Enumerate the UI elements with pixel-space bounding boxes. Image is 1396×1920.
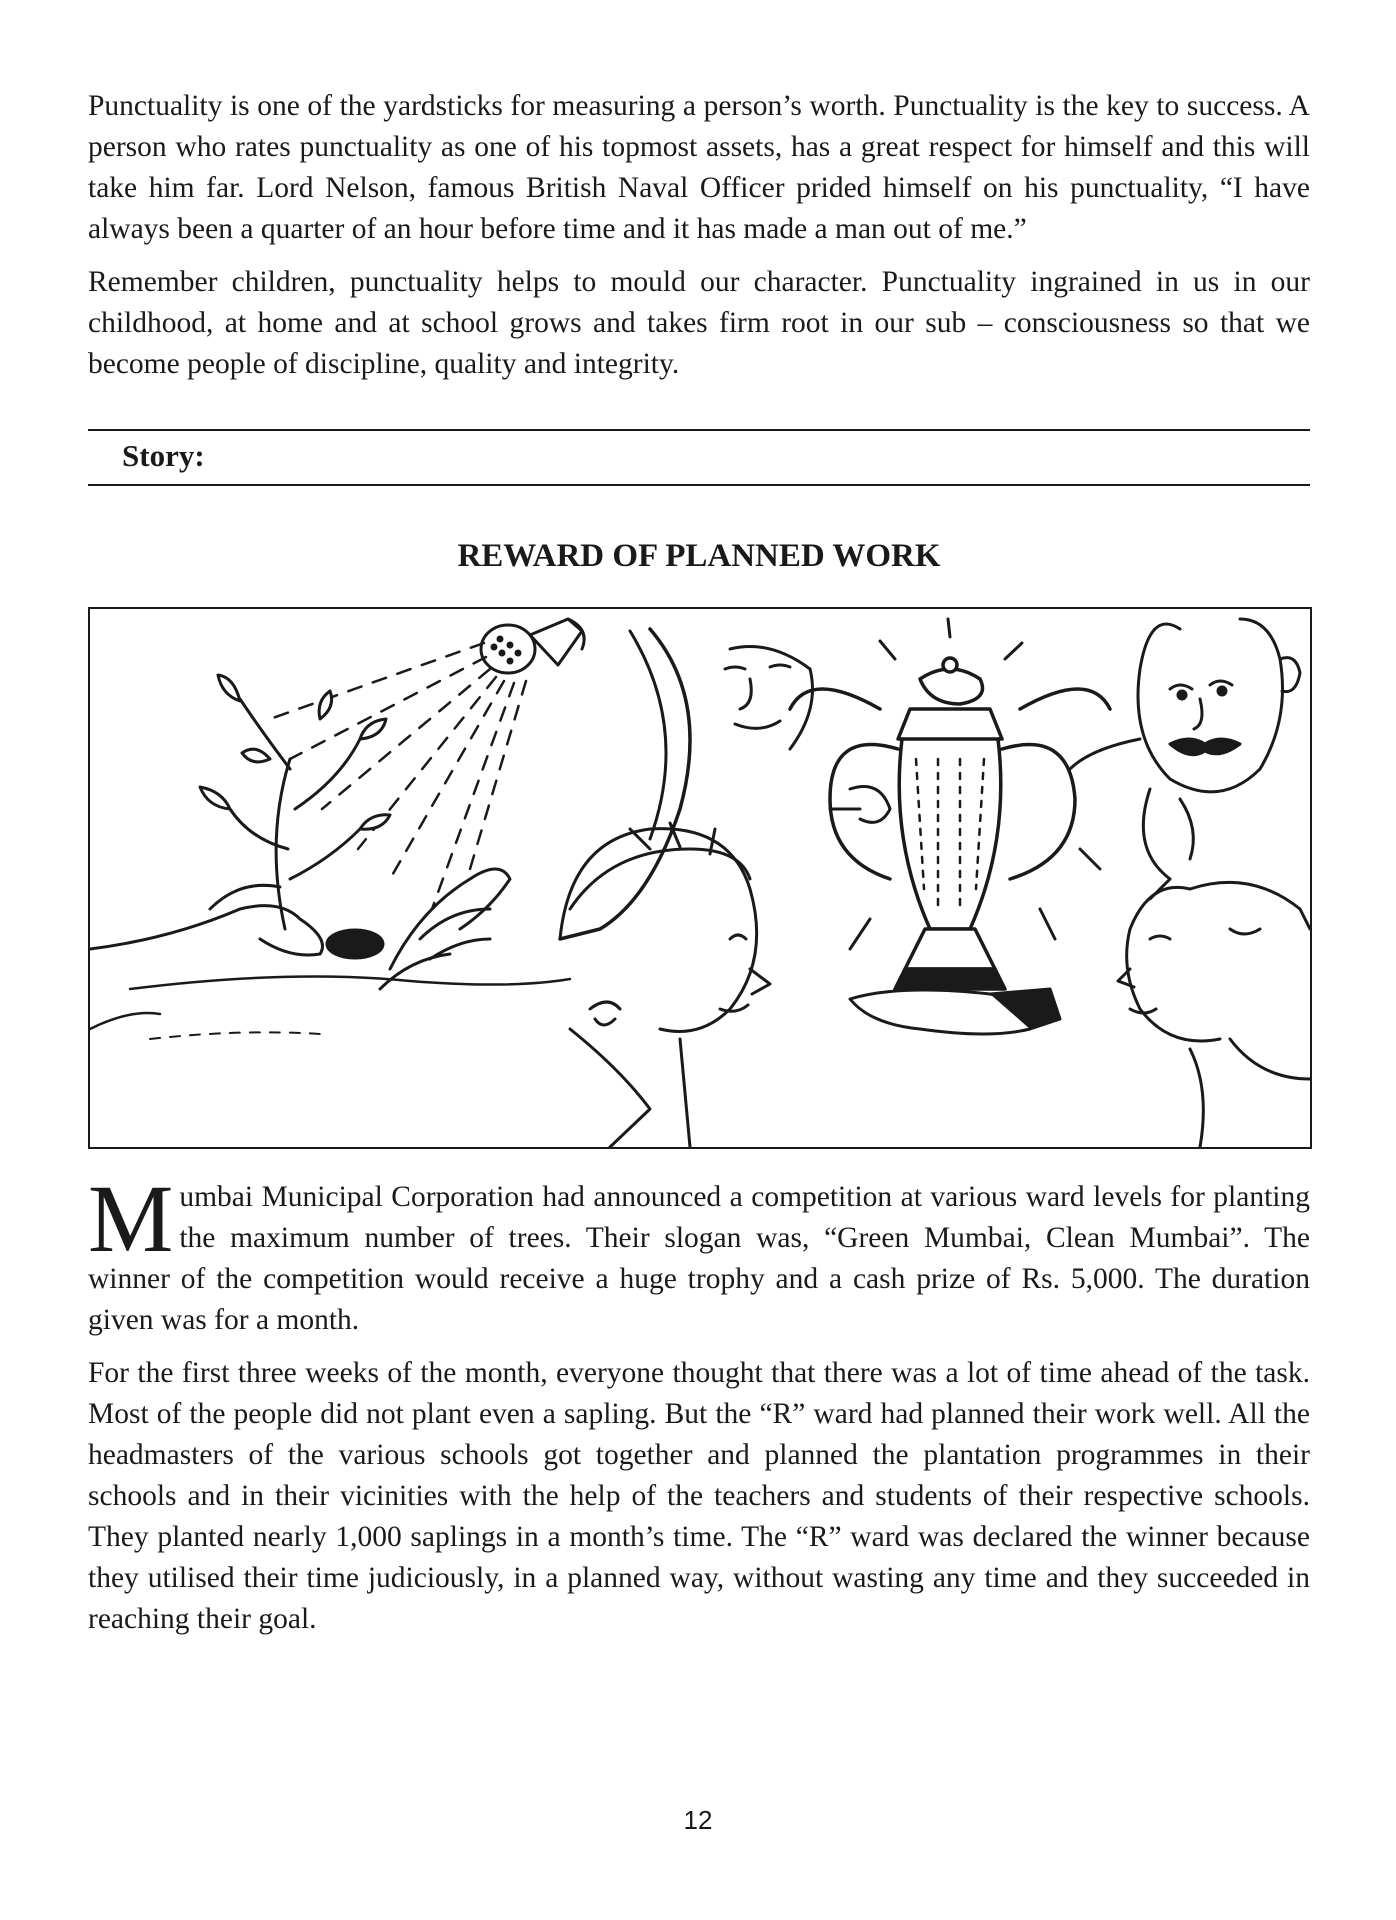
story-section-bar xyxy=(88,429,1310,486)
girl-right-icon xyxy=(1118,882,1310,1147)
intro-paragraph-1: Punctuality is one of the yardsticks for measuring a person’s worth. Punctuality is the key to success. A person who rates punctuality as one of his topmost assets, has a great respect for himself and this will take him far. Lord Nelson, famous British Naval Officer prided himself on his punctuality, “I have always been a quarter of an hour before time and it has made a man out of me.” xyxy=(88,90,1310,245)
planting-and-trophy-illustration-icon xyxy=(90,609,1310,1147)
story-illustration xyxy=(88,607,1312,1149)
page-number: 12 xyxy=(683,1805,713,1835)
sapling-icon xyxy=(200,675,390,929)
story-paragraph-2: For the first three weeks of the month, everyone thought that there was a lot of time ahead of the task. Most of the people did not plant even a sapling. But the “R” ward had planned their work well. All the headmasters of the various schools got together and planned the plantation programmes in their schools and in their vicinities with the help of the teachers and students of their respective schools. They planted nearly 1,000 saplings in a month’s time. The “R” ward was declared the winner because they utilised their time judiciously, in a planned way, without wasting any time and they succeeded in reaching their goal. xyxy=(88,1357,1310,1635)
dropcap-letter: M xyxy=(88,1165,174,1272)
story-paragraph-1 xyxy=(88,1165,1310,1341)
watering-can-icon xyxy=(481,619,584,673)
man-right-icon xyxy=(1070,619,1300,899)
story-text xyxy=(88,1165,1310,1640)
trophy-icon xyxy=(790,658,1110,989)
boy-left-icon xyxy=(560,823,770,1147)
story-label: Story: xyxy=(122,438,205,473)
page-content xyxy=(88,86,1310,1652)
story-paragraph-1-text: umbai Municipal Corporation had announced a competition at various ward levels for planting the maximum number of trees. Their slogan was, “Green Mumbai, Clean Mumbai”. The winner of the competition would receive a huge trophy and a cash prize of Rs. 5,000. The duration given was for a month. xyxy=(88,1181,1310,1336)
intro-paragraph-2: Remember children, punctuality helps to mould our character. Punctuality ingrained in us in our childhood, at home and at school grows and takes firm root in our sub – consciousness so that we become people of discipline, quality and integrity. xyxy=(88,266,1310,380)
story-title: REWARD OF PLANNED WORK xyxy=(457,538,941,574)
